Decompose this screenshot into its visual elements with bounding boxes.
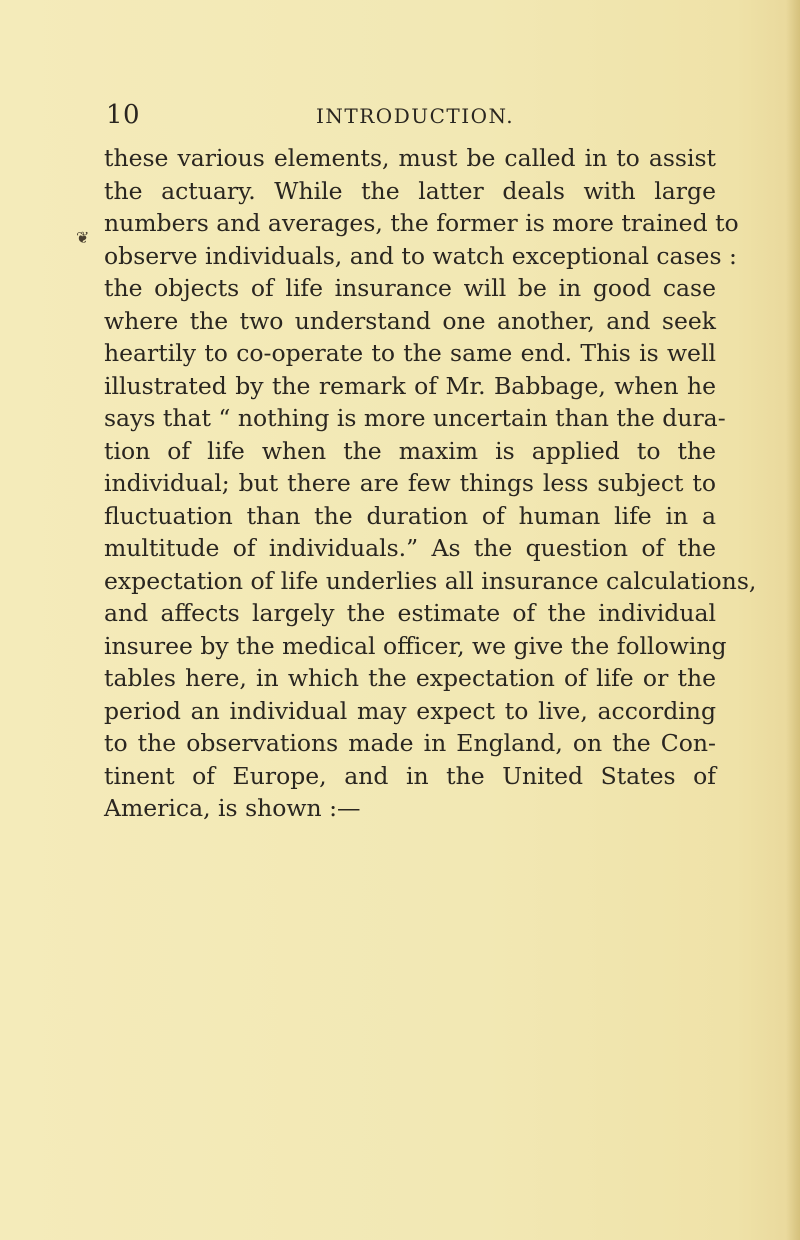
- text-line: period an individual may expect to live, according: [104, 696, 716, 725]
- text-line: fluctuation than the duration of human life in a: [104, 501, 716, 530]
- text-line: heartily to co-operate to the same end. This is well: [104, 339, 716, 367]
- text-line: individual; but there are few things less subject to: [104, 469, 716, 497]
- text-line: illustrated by the remark of Mr. Babbage, when he: [104, 371, 716, 400]
- margin-mark-icon: ❦: [76, 228, 90, 247]
- text-line: where the two understand one another, and seek: [104, 306, 716, 335]
- text-line: these various elements, must be called in to assist: [104, 144, 716, 172]
- text-line: and affects largely the estimate of the individual: [104, 599, 716, 627]
- text-line: observe individuals, and to watch exceptional cases :: [104, 241, 737, 270]
- text-line: tion of life when the maxim is applied to the: [104, 436, 716, 465]
- text-line: multitude of individuals.” As the question of the: [104, 534, 716, 562]
- text-line: the actuary. While the latter deals with large: [104, 176, 716, 205]
- page-number: 10: [106, 100, 141, 130]
- page-header: [106, 100, 706, 136]
- text-line: insuree by the medical officer, we give the following: [104, 631, 727, 660]
- page-edge-shadow: [786, 0, 800, 1240]
- running-head: INTRODUCTION.: [316, 104, 515, 128]
- text-line: to the observations made in England, on the Con-: [104, 729, 716, 757]
- body-paragraph: [104, 142, 757, 825]
- text-line: tables here, in which the expectation of life or the: [104, 664, 716, 692]
- text-line: the objects of life insurance will be in good case: [104, 274, 716, 302]
- text-line: says that “ nothing is more uncertain than the dura-: [104, 404, 726, 432]
- text-line: expectation of life underlies all insurance calculations,: [104, 566, 757, 595]
- text-line: America, is shown :—: [104, 794, 361, 822]
- text-line: numbers and averages, the former is more trained to: [104, 209, 739, 237]
- text-line: tinent of Europe, and in the United States of: [104, 761, 716, 790]
